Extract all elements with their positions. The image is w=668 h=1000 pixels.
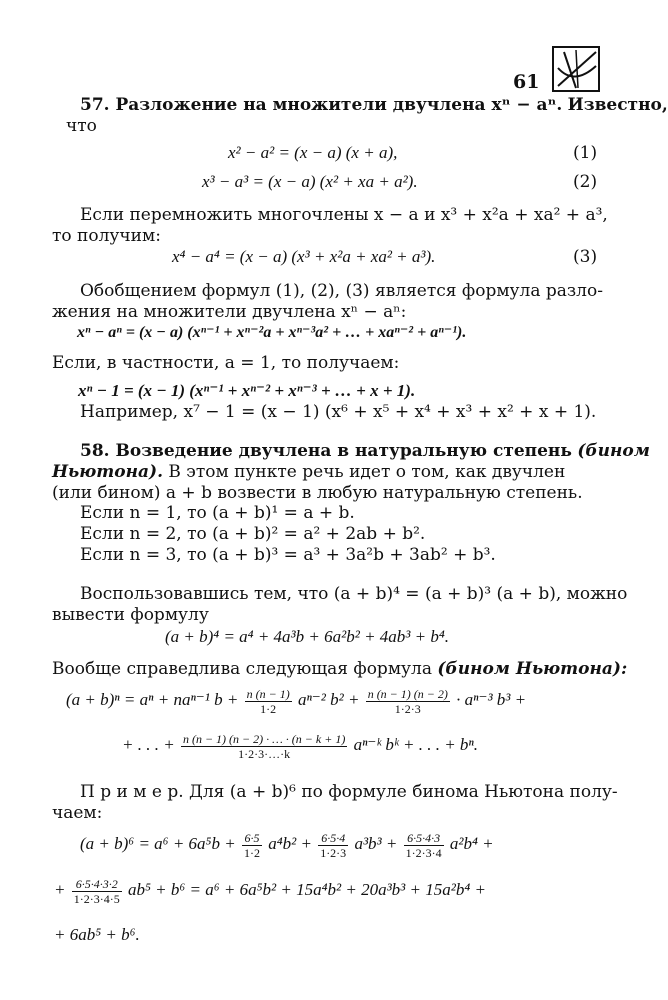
example-fraction-2-numerator: 6·5·4 [318, 831, 348, 846]
example-fraction-3-denominator: 1·2·3·4 [405, 845, 442, 860]
section-58-line-2: (или бином) a + b возвести в любую натуральную степень. [52, 483, 583, 503]
example-factor: Например, x⁷ − 1 = (x − 1) (x⁶ + x⁵ + x⁴ + x³ + x² + x + 1). [80, 402, 597, 422]
example-fraction-1-numerator: 6·5 [242, 831, 262, 846]
case-n-1: Если n = 1, то (a + b)¹ = a + b. [80, 503, 355, 523]
paragraph-2-line-2: жения на множители двучлена xⁿ − aⁿ: [52, 302, 407, 322]
example-fraction-2-denominator: 1·2·3 [320, 845, 347, 860]
special-factor-formula: xⁿ − 1 = (x − 1) (xⁿ⁻¹ + xⁿ⁻² + xⁿ⁻³ + … + x + 1). [78, 381, 416, 400]
section-58-line-1-tail: В этом пункте речь идет о том, как двучлен [168, 462, 566, 482]
newton-line-2-start: + . . . + [122, 735, 175, 754]
example-label: П р и м е р. [80, 782, 184, 802]
section-57-intro-cont: что [66, 116, 97, 136]
equation-2-number: (2) [573, 172, 598, 192]
newton-fraction-2-denominator: 1·2·3 [394, 701, 421, 716]
paragraph-1-line-1: Если перемножить многочлены x − a и x³ + x²a + xa² + a³, [80, 205, 608, 225]
section-57-title: 57. Разложение на множители двучлена xⁿ − aⁿ. [80, 95, 563, 115]
equation-3: x⁴ − a⁴ = (x − a) (x³ + x²a + xa² + a³). [172, 247, 436, 266]
equation-1-number: (1) [573, 143, 598, 163]
paragraph-2-line-1: Обобщением формул (1), (2), (3) является формула разло- [80, 281, 603, 301]
newton-fraction-3-numerator: n (n − 1) (n − 2) · … · (n − k + 1) [182, 731, 346, 746]
newton-fraction-1 [245, 687, 292, 716]
example-fraction-2 [318, 831, 348, 860]
newton-mid-2: · aⁿ⁻³ b³ + [456, 690, 527, 709]
newton-fraction-3-denominator: 1·2·3·…·k [238, 746, 291, 761]
example-fraction-3-numerator: 6·5·4·3 [404, 831, 444, 846]
equation-1: x² − a² = (x − a) (x + a), [228, 143, 398, 162]
section-58-title-italic: (бином [577, 441, 650, 461]
equation-3-number: (3) [573, 247, 598, 267]
example-line-2: чаем: [52, 803, 103, 823]
newton-fraction-1-denominator: 1·2 [260, 701, 277, 716]
section-58-title-italic-2: Ньютона). [52, 462, 163, 482]
newton-formula-line-2 [122, 727, 478, 763]
newton-line-2-end: aⁿ⁻ᵏ bᵏ + . . . + bⁿ. [353, 735, 479, 754]
newton-fraction-1-numerator: n (n − 1) [246, 686, 290, 701]
example-expansion-line-1 [80, 826, 494, 862]
paragraph-4-line-1: Воспользовавшись тем, что (a + b)⁴ = (a + b)³ (a + b), можно [80, 584, 628, 604]
equation-2: x³ − a³ = (x − a) (x² + xa + a²). [202, 172, 418, 191]
example-term-2: a³b³ + [354, 834, 398, 853]
example-2-start: + [54, 880, 66, 899]
newton-fraction-2 [366, 687, 450, 716]
example-fraction-1-denominator: 1·2 [243, 845, 260, 860]
newton-intro: Вообще справедлива следующая формула [52, 659, 432, 679]
example-term-3: a²b⁴ + [449, 834, 494, 853]
newton-mid-1: aⁿ⁻² b² + [297, 690, 360, 709]
case-n-3: Если n = 3, то (a + b)³ = a³ + 3a²b + 3ab² + b³. [80, 545, 496, 565]
example-start: (a + b)⁶ = a⁶ + 6a⁵b + [80, 834, 236, 853]
paragraph-1-line-2: то получим: [52, 226, 161, 246]
example-expansion-line-2 [54, 872, 486, 908]
example-fraction-1 [242, 831, 262, 860]
section-58-title: 58. Возведение двучлена в натуральную степень [80, 441, 572, 461]
example-line-1: Для (a + b)⁶ по формуле бинома Ньютона полу- [189, 782, 618, 802]
equation-4: (a + b)⁴ = a⁴ + 4a³b + 6a²b² + 4ab³ + b⁴. [165, 627, 450, 646]
example-term-1: a⁴b² + [268, 834, 312, 853]
page-number: 61 [513, 71, 540, 93]
general-factor-formula: xⁿ − aⁿ = (x − a) (xⁿ⁻¹ + xⁿ⁻²a + xⁿ⁻³a² + … + xaⁿ⁻² + aⁿ⁻¹). [77, 324, 467, 341]
newton-start: (a + b)ⁿ = aⁿ + naⁿ⁻¹ b + [66, 690, 239, 709]
example-fraction-4-numerator: 6·5·4·3·2 [72, 877, 122, 892]
chapter-graph-icon [552, 46, 600, 92]
newton-fraction-3 [181, 732, 347, 761]
example-expansion-line-3: + 6ab⁵ + b⁶. [54, 925, 140, 944]
example-2-end: ab⁵ + b⁶ = a⁶ + 6a⁵b² + 15a⁴b² + 20a³b³ + 15a²b⁴ + [127, 880, 486, 899]
example-fraction-4-denominator: 1·2·3·4·5 [73, 891, 120, 906]
newton-fraction-2-numerator: n (n − 1) (n − 2) [367, 686, 448, 701]
example-fraction-3 [404, 831, 444, 860]
section-57-intro-tail: Известно, [567, 95, 668, 115]
paragraph-4-line-2: вывести формулу [52, 605, 209, 625]
case-n-2: Если n = 2, то (a + b)² = a² + 2ab + b². [80, 524, 426, 544]
newton-formula-line-1 [66, 682, 526, 718]
paragraph-3: Если, в частности, a = 1, то получаем: [52, 353, 400, 373]
example-fraction-4 [72, 877, 122, 906]
newton-intro-italic: (бином Ньютона): [437, 659, 628, 679]
